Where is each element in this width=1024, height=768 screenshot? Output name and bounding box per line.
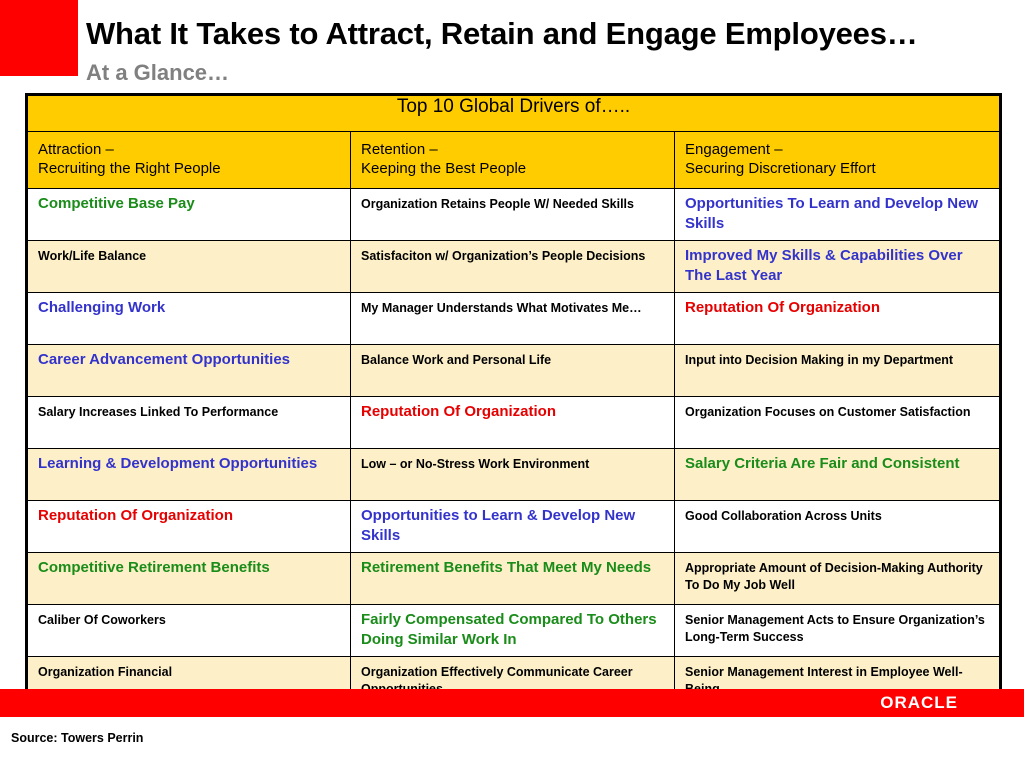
table-row: [27, 501, 1001, 553]
table-cell: [351, 605, 675, 657]
column-header-line1: Engagement –: [685, 141, 783, 158]
table-row: [27, 345, 1001, 397]
table-cell: [351, 449, 675, 501]
driver-text: Appropriate Amount of Decision-Making Authority To Do My Job Well: [685, 561, 983, 592]
driver-text: Competitive Retirement Benefits: [38, 559, 270, 576]
table-cell: [351, 189, 675, 241]
driver-text: Competitive Base Pay: [38, 195, 195, 212]
drivers-table: [25, 93, 1002, 705]
driver-text: Input into Decision Making in my Department: [685, 353, 954, 367]
driver-text: Salary Increases Linked To Performance: [38, 405, 279, 419]
slide-subtitle: At a Glance…: [86, 60, 230, 85]
column-header-attraction: [27, 132, 351, 189]
driver-text: Senior Management Acts to Ensure Organization’s Long-Term Success: [685, 613, 985, 644]
table-cell: [675, 501, 1001, 553]
table-cell: [351, 501, 675, 553]
driver-text: Caliber Of Coworkers: [38, 613, 166, 627]
table-cell: [27, 293, 351, 345]
driver-text: Retirement Benefits That Meet My Needs: [361, 559, 652, 576]
column-header-line1: Retention –: [361, 141, 438, 158]
table-cell: [27, 241, 351, 293]
table-cell: [27, 345, 351, 397]
driver-text: Opportunities to Learn & Develop New Skills: [361, 507, 636, 544]
driver-text: Senior Management Interest in Employee Well-: [685, 665, 963, 679]
table-cell: [351, 397, 675, 449]
driver-text: Reputation Of Organization: [361, 403, 556, 420]
driver-text: Organization Financial: [38, 665, 173, 679]
table-cell: [27, 605, 351, 657]
driver-text: Balance Work and Personal Life: [361, 353, 552, 367]
table-cell: [675, 449, 1001, 501]
table-cell: [675, 189, 1001, 241]
table-cell: [675, 553, 1001, 605]
source-note: Source: Towers Perrin: [11, 731, 144, 745]
driver-text: Opportunities To Learn and Develop New Skills: [685, 195, 979, 232]
table-cell: [27, 449, 351, 501]
driver-text: Work/Life Balance: [38, 249, 147, 263]
table-cell: [351, 241, 675, 293]
table-cell: [351, 293, 675, 345]
driver-text: Fairly Compensated Compared To Others Doing Similar Work In: [361, 611, 657, 648]
table-cell: [27, 553, 351, 605]
table-row: [27, 553, 1001, 605]
table-row: [27, 241, 1001, 293]
table-cell: [27, 501, 351, 553]
table-cell: [351, 345, 675, 397]
red-corner-block: [0, 0, 78, 76]
table-row: [27, 397, 1001, 449]
table-cell: [675, 293, 1001, 345]
table-row: [27, 189, 1001, 241]
column-header-engagement: [675, 132, 1001, 189]
column-header-line2: Securing Discretionary Effort: [685, 160, 876, 177]
driver-text: Low – or No-Stress Work Environment: [361, 457, 590, 471]
table-banner: Top 10 Global Drivers of…..: [27, 95, 1001, 132]
driver-text: Challenging Work: [38, 299, 166, 316]
driver-text: Learning & Development Opportunities: [38, 455, 318, 472]
driver-text: Career Advancement Opportunities: [38, 351, 291, 368]
table-cell: [27, 397, 351, 449]
footer-red-bar: [0, 689, 1024, 717]
driver-text: Satisfaciton w/ Organization’s People Decisions: [361, 249, 646, 263]
table-body: [27, 189, 1001, 704]
table-cell: [675, 241, 1001, 293]
column-header-retention: [351, 132, 675, 189]
driver-text: Reputation Of Organization: [38, 507, 233, 524]
driver-text: Salary Criteria Are Fair and Consistent: [685, 455, 960, 472]
driver-text: Organization Retains People W/ Needed Skills: [361, 197, 634, 211]
table-row: [27, 293, 1001, 345]
driver-text: Organization Effectively Communicate Career: [361, 665, 633, 679]
driver-text: Reputation Of Organization: [685, 299, 880, 316]
driver-text: Organization Focuses on Customer Satisfaction: [685, 405, 971, 419]
table-cell: [675, 397, 1001, 449]
driver-text: Improved My Skills & Capabilities Over The Last Year: [685, 247, 963, 284]
table-cell: [675, 605, 1001, 657]
driver-text: My Manager Understands What Motivates Me…: [361, 301, 642, 315]
column-header-line1: Attraction –: [38, 141, 114, 158]
table-cell: [675, 345, 1001, 397]
table-cell: [351, 553, 675, 605]
slide-title: What It Takes to Attract, Retain and Engage Employees…: [86, 16, 918, 51]
oracle-logo: ORACLE: [880, 693, 958, 712]
column-header-line2: Recruiting the Right People: [38, 160, 221, 177]
table-row: [27, 449, 1001, 501]
table-cell: [27, 189, 351, 241]
table-row: [27, 605, 1001, 657]
column-header-line2: Keeping the Best People: [361, 160, 527, 177]
driver-text: Good Collaboration Across Units: [685, 509, 882, 523]
